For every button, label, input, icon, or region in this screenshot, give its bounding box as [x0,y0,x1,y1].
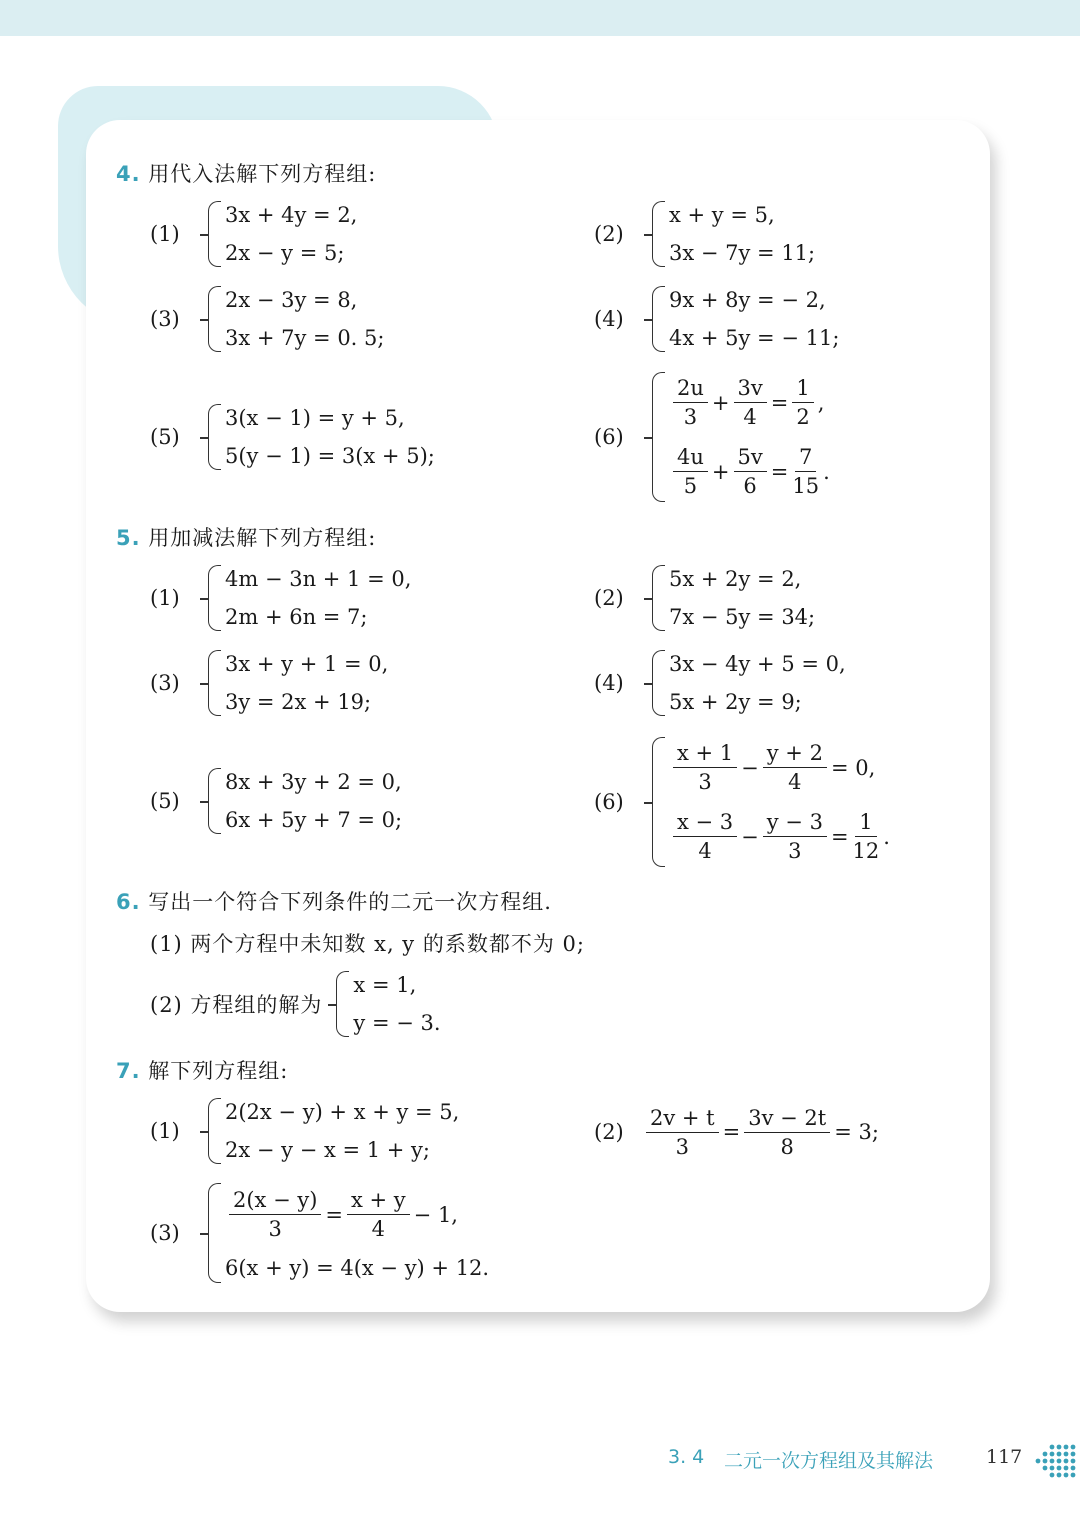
brace [208,404,221,470]
equation-system [225,196,357,272]
item-label: (2) [594,1120,624,1144]
equation-system [225,763,402,839]
equation-system [225,1093,459,1169]
denominator: 8 [780,1134,794,1159]
q5-item-3 [150,645,388,721]
numerator: 4u [673,443,708,472]
operator: = [830,824,849,849]
equation: 4m − 3n + 1 = 0, [225,567,412,591]
brace [652,650,665,716]
denominator: 3 [683,405,698,429]
equation [669,443,830,500]
item-label: (5) [150,789,180,813]
equation: x + y = 5, [669,203,775,227]
page-number: 117 [986,1446,1023,1468]
equation-system [225,281,384,357]
brace [652,737,665,867]
numerator: 2v + t [646,1104,719,1133]
denominator: 4 [788,770,802,794]
equation: 9x + 8y = − 2, [669,288,826,312]
equation-system [669,560,815,636]
numerator: 5v [734,443,767,472]
equation-tail: = 3; [834,1120,879,1144]
denominator: 3 [698,770,712,794]
item-label: (1) [150,222,180,246]
brace [208,1098,221,1164]
question-number: 7. [116,1059,141,1083]
equation-system [225,1180,489,1286]
q4-item-4 [594,281,839,357]
equation: y = − 3. [353,1011,441,1035]
operator: − [741,824,759,849]
equation-system [225,645,388,721]
equation: 2x − y − x = 1 + y; [225,1138,430,1162]
equation-tail: = 0, [830,755,876,780]
equation [642,1104,879,1161]
question-text: 用加减法解下列方程组: [148,526,377,550]
numerator: 7 [795,443,816,472]
equation: 3x + y + 1 = 0, [225,652,389,676]
numerator: x + 1 [673,739,737,768]
numerator: 3v − 2t [744,1104,830,1133]
equation-system [669,196,815,272]
equation: 3(x − 1) = y + 5, [225,406,405,430]
q4-item-3 [150,281,384,357]
item-label: (3) [150,307,180,331]
item-label: (2) 方程组的解为 [150,993,323,1017]
operator: − [741,755,759,780]
operator: = [325,1202,344,1227]
denominator: 15 [792,474,820,498]
denominator: 4 [743,405,757,429]
brace [208,201,221,267]
equation: 8x + 3y + 2 = 0, [225,770,402,794]
item-label: (2) [594,222,624,246]
q4-item-5 [150,399,435,475]
fraction [673,443,708,500]
section-title: 二元一次方程组及其解法 [724,1450,934,1472]
fraction [347,1186,410,1243]
item-label: (4) [594,307,624,331]
denominator: 12 [852,839,880,863]
brace [336,971,349,1037]
question-number: 5. [116,526,141,550]
section-number: 3. 4 [668,1446,705,1468]
equation: 2(2x − y) + x + y = 5, [225,1100,460,1124]
equation: 5x + 2y = 2, [669,567,802,591]
fraction [734,443,767,500]
operator: = [770,390,789,415]
numerator: 2(x − y) [229,1186,321,1215]
brace [208,650,221,716]
equation-system [669,368,830,506]
q5-item-1 [150,560,411,636]
item-label: (3) [150,671,180,695]
equation [669,808,890,865]
equation: 6(x + y) = 4(x − y) + 12. [225,1255,490,1280]
punctuation: . [883,824,890,849]
equation-system [669,281,839,357]
numerator: 1 [792,374,813,403]
operator: = [722,1120,741,1144]
q4-item-6 [594,368,830,506]
equation-system [225,399,435,475]
equation: 7x − 5y = 34; [669,605,816,629]
brace [208,1183,221,1283]
item-label: (1) [150,586,180,610]
operator: + [711,390,730,415]
equation-system [225,560,411,636]
q7-item-2 [594,1100,879,1164]
denominator: 5 [683,474,698,498]
operator: = [770,459,789,484]
denominator: 2 [796,405,810,429]
fraction [734,374,767,431]
q6-part-2 [150,966,441,1042]
equation: 2x − y = 5; [225,241,345,265]
item-label: (5) [150,425,180,449]
question-7-title [116,1055,288,1085]
equation: 3y = 2x + 19; [225,690,372,714]
equation: 3x − 4y + 5 = 0, [669,652,846,676]
question-4-title [116,158,376,188]
equation-system [669,733,890,871]
fraction [792,443,819,500]
numerator: x + y [347,1186,410,1215]
brace [652,565,665,631]
question-number: 6. [116,890,141,914]
equation: x = 1, [353,973,417,997]
brace [208,565,221,631]
q7-item-3 [150,1180,489,1286]
item-label: (1) [150,1119,180,1143]
brace [208,768,221,834]
numerator: y − 3 [763,808,827,837]
fraction [763,808,827,865]
equation [669,374,830,431]
denominator: 4 [698,839,712,863]
numerator: y + 2 [763,739,827,768]
q6-part-1: (1) 两个方程中未知数 x, y 的系数都不为 0; [150,932,585,956]
question-6-title [116,886,552,916]
q7-item-1 [150,1093,459,1169]
fraction [853,808,880,865]
denominator: 3 [675,1134,689,1159]
numerator: 1 [855,808,876,837]
brace [652,372,665,502]
q5-item-2 [594,560,815,636]
equation: 6x + 5y + 7 = 0; [225,808,403,832]
equation: 5x + 2y = 9; [669,690,802,714]
numerator: 2u [673,374,708,403]
equation: 5(y − 1) = 3(x + 5); [225,444,435,468]
fraction [744,1104,830,1161]
dot-grid-decoration [1030,1440,1080,1482]
equation [225,1186,489,1243]
brace [652,286,665,352]
equation [669,739,890,796]
equation: 2x − 3y = 8, [225,288,358,312]
numerator: x − 3 [673,808,737,837]
top-band [0,0,1080,36]
numerator: 3v [734,374,767,403]
denominator: 3 [268,1217,282,1242]
q5-item-4 [594,645,846,721]
item-label: (4) [594,671,624,695]
q4-item-2 [594,196,815,272]
question-number: 4. [116,162,141,186]
item-label: (2) [594,586,624,610]
q4-item-1 [150,196,357,272]
fraction [673,808,737,865]
item-label: (6) [594,790,624,814]
fraction [673,374,708,431]
equation-system [353,966,440,1042]
fraction [763,739,827,796]
question-5-title [116,522,376,552]
fraction [229,1186,321,1243]
item-label: (6) [594,425,624,449]
equation: 3x − 7y = 11; [669,241,816,265]
denominator: 3 [788,839,802,863]
denominator: 4 [371,1217,386,1242]
operator: + [711,459,730,484]
q5-item-5 [150,763,402,839]
fraction [673,739,737,796]
question-text: 解下列方程组: [148,1059,289,1083]
brace [208,286,221,352]
fraction [792,374,813,431]
punctuation: , [817,390,825,415]
equation: 2m + 6n = 7; [225,605,368,629]
equation-tail: − 1, [413,1202,458,1227]
fraction [646,1104,719,1161]
question-text: 写出一个符合下列条件的二元一次方程组. [148,890,552,914]
q5-item-6 [594,733,890,871]
equation: 3x + 7y = 0. 5; [225,326,385,350]
item-label: (3) [150,1221,180,1245]
punctuation: . [823,459,830,484]
brace [652,201,665,267]
equation: 3x + 4y = 2, [225,203,358,227]
denominator: 6 [743,474,757,498]
question-text: 用代入法解下列方程组: [148,162,377,186]
equation: 4x + 5y = − 11; [669,326,840,350]
equation-system [669,645,846,721]
